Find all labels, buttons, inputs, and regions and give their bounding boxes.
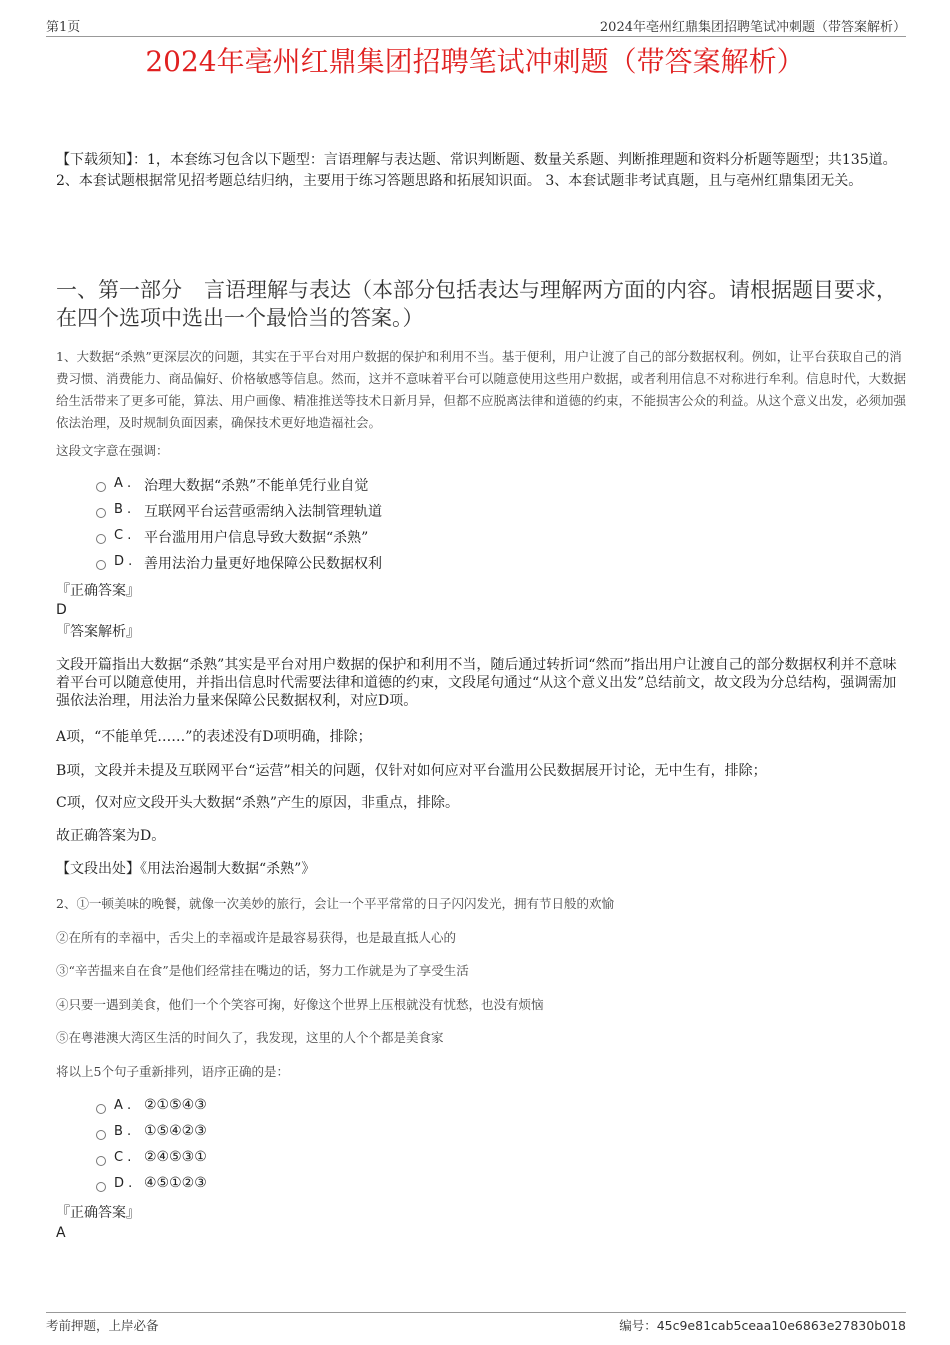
q2-answer: A bbox=[56, 1225, 66, 1241]
q1-answer-label: 『正确答案』 bbox=[56, 583, 140, 599]
q1-option-c[interactable] bbox=[96, 526, 796, 552]
footer-code bbox=[619, 1316, 906, 1334]
option-letter: D . bbox=[114, 554, 133, 569]
option-letter: B . bbox=[114, 502, 132, 517]
option-text: 互联网平台运营亟需纳入法制管理轨道 bbox=[144, 504, 382, 520]
option-letter: C . bbox=[114, 1150, 132, 1165]
radio-button-icon[interactable] bbox=[96, 534, 106, 544]
q1-option-b[interactable] bbox=[96, 500, 796, 526]
option-letter: C . bbox=[114, 528, 132, 543]
page-header bbox=[46, 14, 906, 37]
page-number: 第1页 bbox=[46, 20, 81, 35]
page-footer bbox=[46, 1312, 906, 1333]
footer-code-label: 编号： bbox=[619, 1318, 657, 1333]
option-letter: A . bbox=[114, 1098, 132, 1113]
q1-answer: D bbox=[56, 602, 67, 618]
q2-option-b[interactable] bbox=[96, 1122, 796, 1148]
q1-question: 这段文字意在强调： bbox=[56, 443, 169, 458]
q2-option-c[interactable] bbox=[96, 1148, 796, 1174]
radio-button-icon[interactable] bbox=[96, 1156, 106, 1166]
q1-source: 【文段出处】《用法治遏制大数据“杀熟”》 bbox=[56, 861, 316, 877]
section-description: 言语理解与表达（本部分包括表达与理解两方面的内容。请根据题目要求，在四个选项中选出一个最恰当的答案。） bbox=[56, 278, 897, 330]
radio-button-icon[interactable] bbox=[96, 1104, 106, 1114]
footer-code-value: 45c9e81cab5ceaa10e6863e27830b018 bbox=[656, 1318, 906, 1333]
section-name: 一、第一部分 bbox=[56, 278, 182, 302]
q1-options bbox=[96, 474, 796, 578]
q1-analysis-b: B项，文段并未提及互联网平台“运营”相关的问题，仅针对如何应对平台滥用公民数据展开讨论，无中生有，排除； bbox=[56, 763, 767, 779]
q2-sentence-4: ④只要一遇到美食，他们一个个笑容可掬，好像这个世界上压根就没有忧愁，也没有烦恼 bbox=[56, 997, 544, 1012]
option-text: 平台滥用用户信息导致大数据“杀熟” bbox=[144, 530, 369, 546]
q2-option-d[interactable] bbox=[96, 1174, 796, 1200]
option-text: 善用法治力量更好地保障公民数据权利 bbox=[144, 556, 382, 572]
radio-button-icon[interactable] bbox=[96, 482, 106, 492]
option-letter: D . bbox=[114, 1176, 133, 1191]
option-text: ②①⑤④③ bbox=[144, 1097, 207, 1113]
q2-option-a[interactable] bbox=[96, 1096, 796, 1122]
q2-answer-label: 『正确答案』 bbox=[56, 1205, 140, 1221]
q1-analysis-c: C项，仅对应文段开头大数据“杀熟”产生的原因，非重点，排除。 bbox=[56, 795, 460, 811]
q2-sentence-3: ③“辛苦揾来自在食”是他们经常挂在嘴边的话，努力工作就是为了享受生活 bbox=[56, 963, 469, 978]
q2-sentence-5: ⑤在粤港澳大湾区生活的时间久了，我发现，这里的人个个都是美食家 bbox=[56, 1030, 444, 1045]
radio-button-icon[interactable] bbox=[96, 560, 106, 570]
option-text: ④⑤①②③ bbox=[144, 1175, 207, 1191]
q2-question: 将以上5个句子重新排列，语序正确的是： bbox=[56, 1064, 289, 1079]
footer-slogan: 考前押题，上岸必备 bbox=[46, 1318, 159, 1333]
q1-analysis-a: A项，“不能单凭……”的表述没有D项明确，排除； bbox=[56, 729, 372, 745]
q1-stem: 1、大数据“杀熟”更深层次的问题，其实在于平台对用户数据的保护和利用不当。基于便利，用户让渡了自己的部分数据权利。例如，让平台获取自己的消费习惯、消费能力、商品偏好、价格敏感等信息。然而，这并不意味着平台可以随意使用这些用户数据，或者利用信息不对称进行牟利。信息时代，大数据给生活带来了更多可能，算法、用户画像、精准推送等技术日新月异，但都不应脱离法律和道德的约束，不能损害公众的利益。从这个意义出发，必须加强依法治理，及时规制负面因素，确保技术更好地造福社会。 bbox=[56, 349, 907, 430]
q1-analysis-para: 文段开篇指出大数据“杀熟”其实是平台对用户数据的保护和利用不当，随后通过转折词“然而”指出用户让渡自己的部分数据权利并不意味着平台可以随意使用，并指出信息时代需要法律和道德的约束，文段尾句通过“从这个意义出发”总结前文，故文段为分总结构，强调需加强依法治理，用法治力量来保障公民数据权利，对应D项。 bbox=[56, 657, 897, 709]
q2-sentence-1: 2、①一顿美味的晚餐，就像一次美妙的旅行，会让一个平平常常的日子闪闪发光，拥有节日般的欢愉 bbox=[56, 896, 614, 911]
header-doc-title: 2024年亳州红鼎集团招聘笔试冲刺题（带答案解析） bbox=[599, 20, 906, 35]
document-title: 2024年亳州红鼎集团招聘笔试冲刺题（带答案解析） bbox=[145, 45, 805, 78]
q1-conclusion: 故正确答案为D。 bbox=[56, 828, 166, 844]
radio-button-icon[interactable] bbox=[96, 508, 106, 518]
q1-option-a[interactable] bbox=[96, 474, 796, 500]
option-text: 治理大数据“杀熟”不能单凭行业自觉 bbox=[144, 478, 369, 494]
q2-options bbox=[96, 1096, 796, 1200]
download-notice: 【下载须知】：1，本套练习包含以下题型：言语理解与表达题、常识判断题、数量关系题、判断推理题和资料分析题等题型；共135道。 2、本套试题根据常见招考题总结归纳，主要用于练习答题思路和拓展知识面。 3、本套试题非考试真题，且与亳州红鼎集团无关。 bbox=[56, 152, 897, 189]
section-heading bbox=[56, 276, 906, 332]
option-letter: A . bbox=[114, 476, 132, 491]
option-letter: B . bbox=[114, 1124, 132, 1139]
option-text: ②④⑤③① bbox=[144, 1149, 207, 1165]
q1-analysis-label: 『答案解析』 bbox=[56, 624, 140, 640]
radio-button-icon[interactable] bbox=[96, 1130, 106, 1140]
radio-button-icon[interactable] bbox=[96, 1182, 106, 1192]
q1-option-d[interactable] bbox=[96, 552, 796, 578]
q2-sentence-2: ②在所有的幸福中，舌尖上的幸福或许是最容易获得，也是最直抵人心的 bbox=[56, 930, 457, 945]
option-text: ①⑤④②③ bbox=[144, 1123, 207, 1139]
